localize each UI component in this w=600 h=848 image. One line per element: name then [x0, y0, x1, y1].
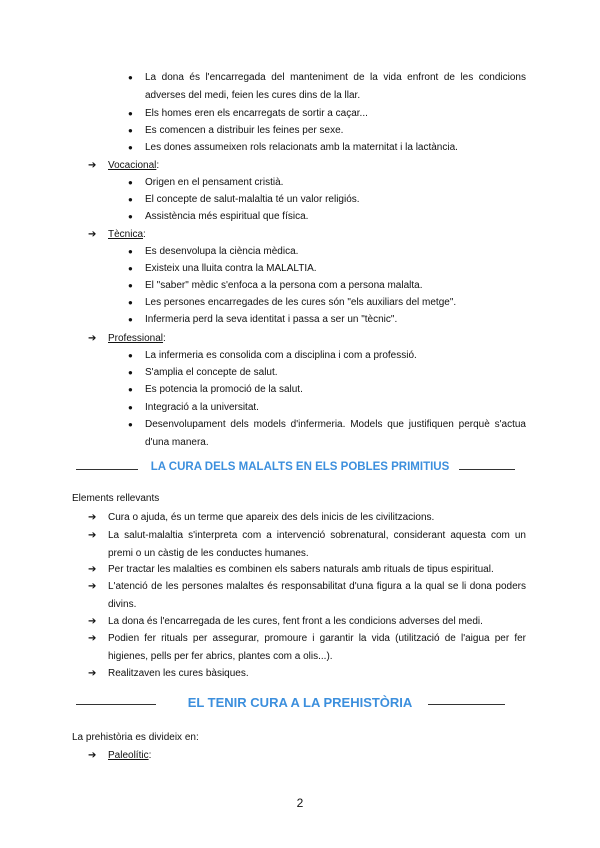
- bullet-icon: ●: [128, 178, 133, 187]
- list-item: [88, 665, 526, 683]
- list-item-text: Assistència més espiritual que física.: [145, 211, 309, 222]
- arrow-right-icon: ➔: [88, 616, 97, 627]
- bullet-icon: ●: [128, 73, 133, 82]
- list-item: [128, 277, 526, 295]
- list-item: [128, 399, 526, 417]
- list-item: [128, 105, 526, 123]
- category-label: Tècnica: [108, 229, 144, 240]
- list-item-text: Origen en el pensament cristià.: [145, 177, 284, 188]
- list-item: [128, 139, 526, 157]
- list-item-text: El "saber" mèdic s'enfoca a la persona com a persona malalta.: [145, 280, 423, 291]
- category-professional: [88, 330, 166, 348]
- bullet-icon: ●: [128, 298, 133, 307]
- section-heading: [0, 461, 600, 473]
- page-number: 2: [296, 796, 304, 810]
- list-item: [88, 578, 526, 613]
- list-item: [128, 364, 526, 382]
- bullet-icon: ●: [128, 385, 133, 394]
- arrow-right-icon: ➔: [88, 564, 97, 575]
- category-paleolitic: [88, 747, 151, 765]
- bullet-icon: ●: [128, 264, 133, 273]
- category-tecnica: [88, 226, 146, 244]
- list-item-text: La infermeria es consolida com a disciplina i com a professió.: [145, 350, 417, 361]
- list-item-text: S'amplia el concepte de salut.: [145, 367, 278, 378]
- bullet-icon: ●: [128, 247, 133, 256]
- arrow-right-icon: ➔: [88, 750, 97, 761]
- prehistory-intro: La prehistòria es divideix en:: [72, 732, 199, 743]
- list-item-text: Les dones assumeixen rols relacionats amb la maternitat i la lactància.: [145, 142, 458, 153]
- bullet-icon: ●: [128, 195, 133, 204]
- list-item: [128, 174, 526, 192]
- list-item: [88, 561, 526, 579]
- list-item-text: Es potencia la promoció de la salut.: [145, 384, 303, 395]
- list-item-text: Es desenvolupa la ciència mèdica.: [145, 246, 299, 257]
- list-item-text: Integració a la universitat.: [145, 402, 259, 413]
- arrow-right-icon: ➔: [88, 668, 97, 679]
- list-item: [128, 208, 526, 226]
- category-suffix: :: [156, 160, 160, 171]
- list-item-text: Es comencen a distribuir les feines per sexe.: [145, 125, 344, 136]
- bullet-icon: ●: [128, 143, 133, 152]
- elements-title: Elements rellevants: [72, 493, 160, 504]
- arrow-right-icon: ➔: [88, 633, 97, 644]
- list-item: [88, 613, 526, 631]
- bullet-icon: ●: [128, 126, 133, 135]
- list-item-text: Les persones encarregades de les cures són "els auxiliars del metge".: [145, 297, 457, 308]
- list-item-text: Per tractar les malalties es combinen els sabers naturals amb rituals de tipus espiritual.: [108, 564, 494, 575]
- list-item-text: Realitzaven les cures bàsiques.: [108, 668, 249, 679]
- list-item: [128, 347, 526, 365]
- bullet-icon: ●: [128, 403, 133, 412]
- bullet-icon: ●: [128, 212, 133, 221]
- section-heading: [0, 695, 600, 710]
- list-item-text: La dona és l'encarregada del manteniment de la vida enfront de les condicions adverses del medi, feien les cures dins de la llar.: [145, 72, 526, 101]
- list-item-text: Desenvolupament dels models d'infermeria. Models que justifiquen perquè s'actua d'una manera.: [145, 419, 526, 448]
- category-label: Paleolític: [108, 750, 149, 761]
- bullet-icon: ●: [128, 351, 133, 360]
- list-item: [88, 527, 526, 562]
- list-item: [128, 311, 526, 329]
- category-label: Vocacional: [108, 160, 157, 171]
- list-item: [128, 243, 526, 261]
- list-item: [128, 294, 526, 312]
- bullet-icon: ●: [128, 368, 133, 377]
- list-item-text: L'atenció de les persones malaltes és responsabilitat d'una figura a la qual se li dona poders divins.: [108, 581, 526, 610]
- bullet-icon: ●: [128, 281, 133, 290]
- section-heading-text: EL TENIR CURA A LA PREHISTÒRIA: [178, 695, 423, 710]
- list-item-text: Els homes eren els encarregats de sortir a caçar...: [145, 108, 368, 119]
- bullet-icon: ●: [128, 420, 133, 429]
- list-item-text: Podien fer rituals per assegurar, promoure i garantir la vida (utilització de l'aigua per fer higienes, pells per fer abrics, plantes com a olis...).: [108, 633, 526, 662]
- category-suffix: :: [148, 750, 152, 761]
- list-item: [128, 416, 526, 451]
- category-suffix: :: [143, 229, 146, 240]
- list-item: [128, 381, 526, 399]
- category-label: Professional: [108, 333, 164, 344]
- list-item-text: La salut-malaltia s'interpreta com a intervenció sobrenatural, considerant aquesta com un premi o un càstig de les conductes humanes.: [108, 530, 526, 559]
- arrow-right-icon: ➔: [88, 229, 97, 240]
- category-vocacional: [88, 157, 159, 175]
- list-item: [128, 69, 526, 104]
- list-item-text: El concepte de salut-malaltia té un valor religiós.: [145, 194, 360, 205]
- bullet-icon: ●: [128, 315, 133, 324]
- list-item: [88, 509, 526, 527]
- arrow-right-icon: ➔: [88, 581, 97, 592]
- arrow-right-icon: ➔: [88, 530, 97, 541]
- list-item-text: La dona és l'encarregada de les cures, fent front a les condicions adverses del medi.: [108, 616, 483, 627]
- list-item-text: Existeix una lluita contra la MALALTIA.: [145, 263, 317, 274]
- list-item: [128, 260, 526, 278]
- list-item: [128, 122, 526, 140]
- arrow-right-icon: ➔: [88, 512, 97, 523]
- bullet-icon: ●: [128, 109, 133, 118]
- arrow-right-icon: ➔: [88, 160, 97, 171]
- list-item: [128, 191, 526, 209]
- category-suffix: :: [163, 333, 166, 344]
- arrow-right-icon: ➔: [88, 333, 97, 344]
- list-item: [88, 630, 526, 665]
- list-item-text: Cura o ajuda, és un terme que apareix des dels inicis de les civilitzacions.: [108, 512, 435, 523]
- list-item-text: Infermeria perd la seva identitat i passa a ser un "tècnic".: [145, 314, 398, 325]
- section-heading-text: LA CURA DELS MALALTS EN ELS POBLES PRIMITIUS: [141, 461, 460, 473]
